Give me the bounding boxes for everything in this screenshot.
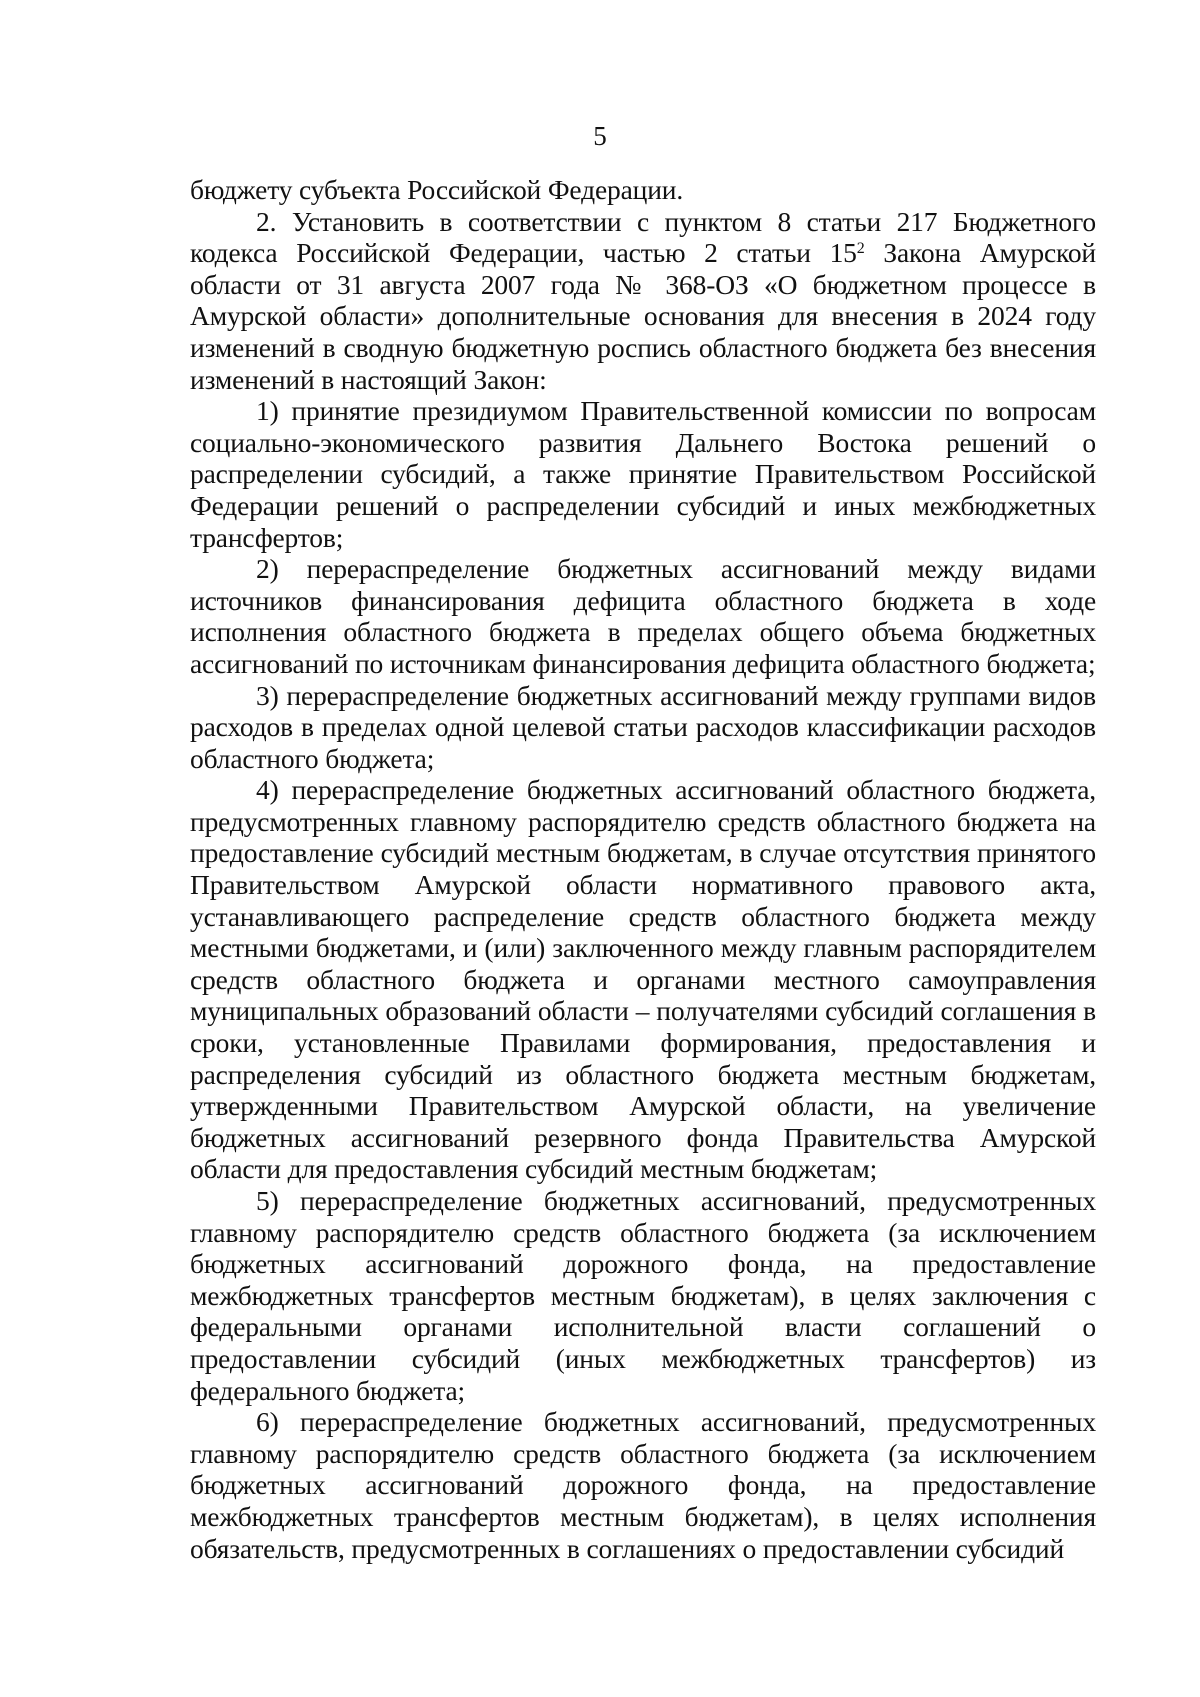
subitem-2: 2) перераспределение бюджетных ассигнований между видами источников финансирования дефицита областного бюджета в ходе исполнения областного бюджета в пределах общего объема бюджетных ассигнований по источникам финансирования дефицита областного бюджета; — [190, 553, 1096, 679]
subitem-5: 5) перераспределение бюджетных ассигнований, предусмотренных главному распорядителю средств областного бюджета (за исключением бюджетных ассигнований дорожного фонда, на предоставление межбюджетных трансфертов местным бюджетам), в целях заключения с федеральными органами исполнительной власти соглашений о предоставлении субсидий (иных межбюджетных трансфертов) из федерального бюджета; — [190, 1185, 1096, 1406]
page-number: 5 — [593, 121, 607, 151]
subitem-6: 6) перераспределение бюджетных ассигнований, предусмотренных главному распорядителю средств областного бюджета (за исключением бюджетных ассигнований дорожного фонда, на предоставление межбюджетных трансфертов местным бюджетам), в целях исполнения обязательств, предусмотренных в соглашениях о предоставлении субсидий — [190, 1406, 1096, 1564]
paragraph-continuation: бюджету субъекта Российской Федерации. — [190, 174, 684, 205]
document-body — [190, 174, 1096, 1564]
article-superscript: 2 — [856, 240, 865, 258]
subitem-3: 3) перераспределение бюджетных ассигнований между группами видов расходов в пределах одной целевой статьи расходов классификации расходов областного бюджета; — [190, 679, 1096, 774]
paragraph-item-2-text-start: 2. Установить в соответствии с пунктом 8 статьи 217 Бюджетного кодекса Российской Федерации, частью 2 статьи 15 — [190, 205, 1096, 269]
subitem-1: 1) принятие президиумом Правительственной комиссии по вопросам социально-экономического развития Дальнего Востока решений о распределении субсидий, а также принятие Правительством Российской Федерации решений о распределении субсидий и иных межбюджетных трансфертов; — [190, 395, 1096, 553]
paragraph-item-2-text-end: Закона Амурской области от 31 августа 2007 года № 368-ОЗ «О бюджетном процессе в Амурской области» дополнительные основания для внесения в 2024 году изменений в сводную бюджетную роспись областного бюджета без внесения изменений в настоящий Закон: — [190, 237, 1097, 395]
subitem-4: 4) перераспределение бюджетных ассигнований областного бюджета, предусмотренных главному распорядителю средств областного бюджета на предоставление субсидий местным бюджетам, в случае отсутствия принятого Правительством Амурской области нормативного правового акта, устанавливающего распределение средств областного бюджета между местными бюджетами, и (или) заключенного между главным распорядителем средств областного бюджета и органами местного самоуправления муниципальных образований области – получателями субсидий соглашения в сроки, установленные Правилами формирования, предоставления и распределения субсидий из областного бюджета местным бюджетам, утвержденными Правительством Амурской области, на увеличение бюджетных ассигнований резервного фонда Правительства Амурской области для предоставления субсидий местным бюджетам; — [190, 774, 1096, 1185]
paragraph-item-2 — [190, 206, 1096, 396]
